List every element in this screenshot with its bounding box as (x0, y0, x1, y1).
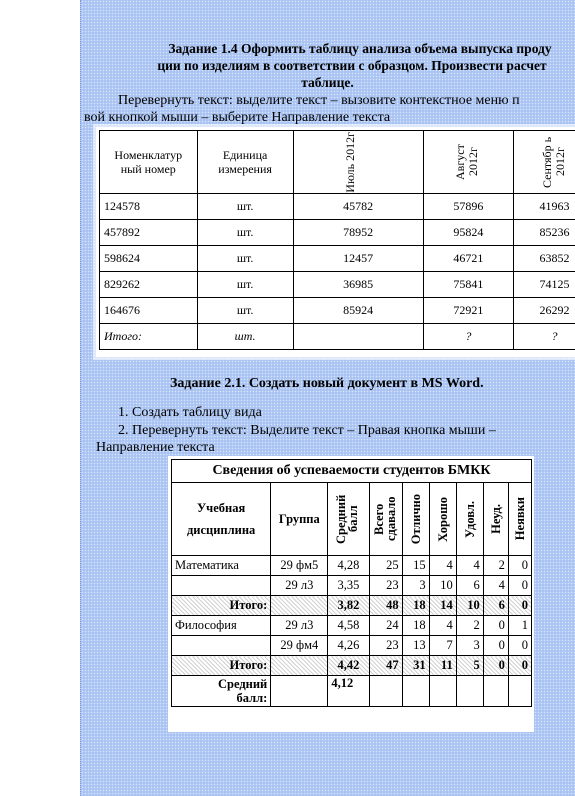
cell-satisf: 5 (456, 656, 483, 676)
task2-title: Задание 2.1. Создать новый документ в MS Word. (170, 376, 484, 391)
cell-group: 29 л3 (271, 616, 328, 636)
header-fail: Неуд. (483, 483, 508, 556)
cell-excellent: 3 (402, 576, 429, 596)
header-nomenclature: Номенклатур ный номер (100, 131, 198, 194)
cell-good: 14 (429, 596, 456, 616)
grades-caption-row (172, 460, 532, 483)
cell-group: 29 фм4 (271, 636, 328, 656)
empty-cell (429, 676, 456, 707)
cell-september: 74125 (514, 272, 575, 298)
task1-title (100, 40, 575, 91)
header-satisfactory: Удовл. (456, 483, 483, 556)
overall-avg-label: Средний балл: (172, 676, 271, 707)
cell-unit: шт. (197, 298, 293, 324)
task1-instruction-line1: Перевернуть текст: выделите текст – вызовите контекстное меню п (118, 93, 520, 108)
cell-avg: 4,28 (328, 556, 369, 576)
cell-nomenclature: 124578 (100, 194, 198, 220)
cell-total: 25 (369, 556, 402, 576)
cell-subject (172, 636, 271, 656)
cell-total: 23 (369, 636, 402, 656)
cell-total: 47 (369, 656, 402, 676)
header-september: Сентябр ь 2012г (514, 131, 575, 194)
cell-avg: 3,35 (328, 576, 369, 596)
cell-absent: 1 (508, 616, 531, 636)
table-row (172, 636, 532, 656)
cell-august: 72921 (423, 298, 513, 324)
cell-good: 4 (429, 616, 456, 636)
cell-satisf: 4 (456, 556, 483, 576)
cell-excellent: 18 (402, 616, 429, 636)
cell-absent: 0 (508, 636, 531, 656)
cell-satisf: 3 (456, 636, 483, 656)
grades-table-frame (168, 456, 534, 732)
cell-absent: 0 (508, 596, 531, 616)
cell-satisf: 6 (456, 576, 483, 596)
header-group: Группа (271, 483, 328, 556)
total-august: ? (423, 324, 513, 350)
cell-nomenclature: 457892 (100, 220, 198, 246)
cell-subject: Философия (172, 616, 271, 636)
cell-subject: Итого: (172, 656, 271, 676)
empty-cell (508, 676, 531, 707)
total-september: ? (514, 324, 575, 350)
cell-absent: 0 (508, 656, 531, 676)
subtotal-row (172, 596, 532, 616)
cell-total: 48 (369, 596, 402, 616)
cell-nomenclature: 164676 (100, 298, 198, 324)
cell-avg: 4,42 (328, 656, 369, 676)
cell-unit: шт. (197, 246, 293, 272)
table-row (100, 194, 575, 220)
table-row (100, 246, 575, 272)
cell-group (271, 656, 328, 676)
cell-fail: 4 (483, 576, 508, 596)
cell-august: 57896 (423, 194, 513, 220)
total-july (293, 324, 423, 350)
header-absent: Неявки (508, 483, 531, 556)
overall-avg-value: 4,12 (328, 676, 369, 707)
cell-subject (172, 576, 271, 596)
cell-fail: 0 (483, 636, 508, 656)
cell-good: 4 (429, 556, 456, 576)
table-row (172, 616, 532, 636)
cell-august: 46721 (423, 246, 513, 272)
header-avg: Средний балл (328, 483, 369, 556)
cell-july: 12457 (293, 246, 423, 272)
cell-total: 23 (369, 576, 402, 596)
cell-avg: 4,26 (328, 636, 369, 656)
task1-title-line3: таблице. (301, 75, 354, 90)
empty-cell (369, 676, 402, 707)
cell-july: 78952 (293, 220, 423, 246)
cell-excellent: 31 (402, 656, 429, 676)
total-row (100, 324, 575, 350)
grades-caption: Сведения об успеваемости студентов БМКК (172, 460, 532, 483)
empty-cell (483, 676, 508, 707)
cell-good: 7 (429, 636, 456, 656)
cell-unit: шт. (197, 272, 293, 298)
cell-satisf: 10 (456, 596, 483, 616)
cell-fail: 0 (483, 616, 508, 636)
task1-instruction-line2: вой кнопкой мыши – выберите Направление текста (84, 110, 391, 125)
cell-group: 29 фм5 (271, 556, 328, 576)
cell-satisf: 2 (456, 616, 483, 636)
cell-group: 29 л3 (271, 576, 328, 596)
production-table (99, 130, 575, 350)
subtotal-row (172, 656, 532, 676)
cell-fail: 6 (483, 596, 508, 616)
cell-group (271, 596, 328, 616)
cell-july: 85924 (293, 298, 423, 324)
grades-table (171, 459, 532, 707)
table-row (100, 220, 575, 246)
cell-nomenclature: 598624 (100, 246, 198, 272)
task2-step2-line2: Направление текста (96, 440, 215, 455)
grades-header-row (172, 483, 532, 556)
header-good: Хорошо (429, 483, 456, 556)
table-row (100, 272, 575, 298)
cell-total: 24 (369, 616, 402, 636)
total-label: Итого: (100, 324, 198, 350)
cell-august: 75841 (423, 272, 513, 298)
cell-absent: 0 (508, 556, 531, 576)
task2-step2-line1: 2. Перевернуть текст: Выделите текст – Правая кнопка мыши – (118, 423, 496, 438)
header-unit: Единица измерения (197, 131, 293, 194)
table-row (172, 576, 532, 596)
empty-cell (402, 676, 429, 707)
cell-avg: 4,58 (328, 616, 369, 636)
cell-unit: шт. (197, 220, 293, 246)
cell-september: 41963 (514, 194, 575, 220)
cell-september: 85236 (514, 220, 575, 246)
cell-excellent: 15 (402, 556, 429, 576)
header-subject: Учебная дисциплина (172, 483, 271, 556)
table-header-row (100, 131, 575, 194)
task2-step1: 1. Создать таблицу вида (118, 405, 262, 420)
overall-avg-empty (271, 676, 328, 707)
cell-september: 26292 (514, 298, 575, 324)
header-total: Всего сдавало (369, 483, 402, 556)
cell-fail: 0 (483, 656, 508, 676)
cell-absent: 0 (508, 576, 531, 596)
cell-september: 63852 (514, 246, 575, 272)
cell-fail: 2 (483, 556, 508, 576)
cell-unit: шт. (197, 194, 293, 220)
cell-august: 95824 (423, 220, 513, 246)
cell-good: 10 (429, 576, 456, 596)
production-table-frame (96, 127, 575, 357)
total-unit: шт. (197, 324, 293, 350)
header-excellent: Отлично (402, 483, 429, 556)
cell-nomenclature: 829262 (100, 272, 198, 298)
cell-july: 36985 (293, 272, 423, 298)
table-row (172, 556, 532, 576)
task1-title-line2: ции по изделиям в соответствии с образцом. Произвести расчет (157, 58, 547, 73)
cell-avg: 3,82 (328, 596, 369, 616)
cell-good: 11 (429, 656, 456, 676)
overall-avg-row (172, 676, 532, 707)
table-row (100, 298, 575, 324)
cell-excellent: 13 (402, 636, 429, 656)
cell-july: 45782 (293, 194, 423, 220)
cell-subject: Итого: (172, 596, 271, 616)
task1-title-line1: Задание 1.4 Оформить таблицу анализа объема выпуска проду (168, 41, 552, 56)
cell-excellent: 18 (402, 596, 429, 616)
header-july: Июль 2012г (293, 131, 423, 194)
header-august: Август 2012г (423, 131, 513, 194)
cell-subject: Математика (172, 556, 271, 576)
empty-cell (456, 676, 483, 707)
